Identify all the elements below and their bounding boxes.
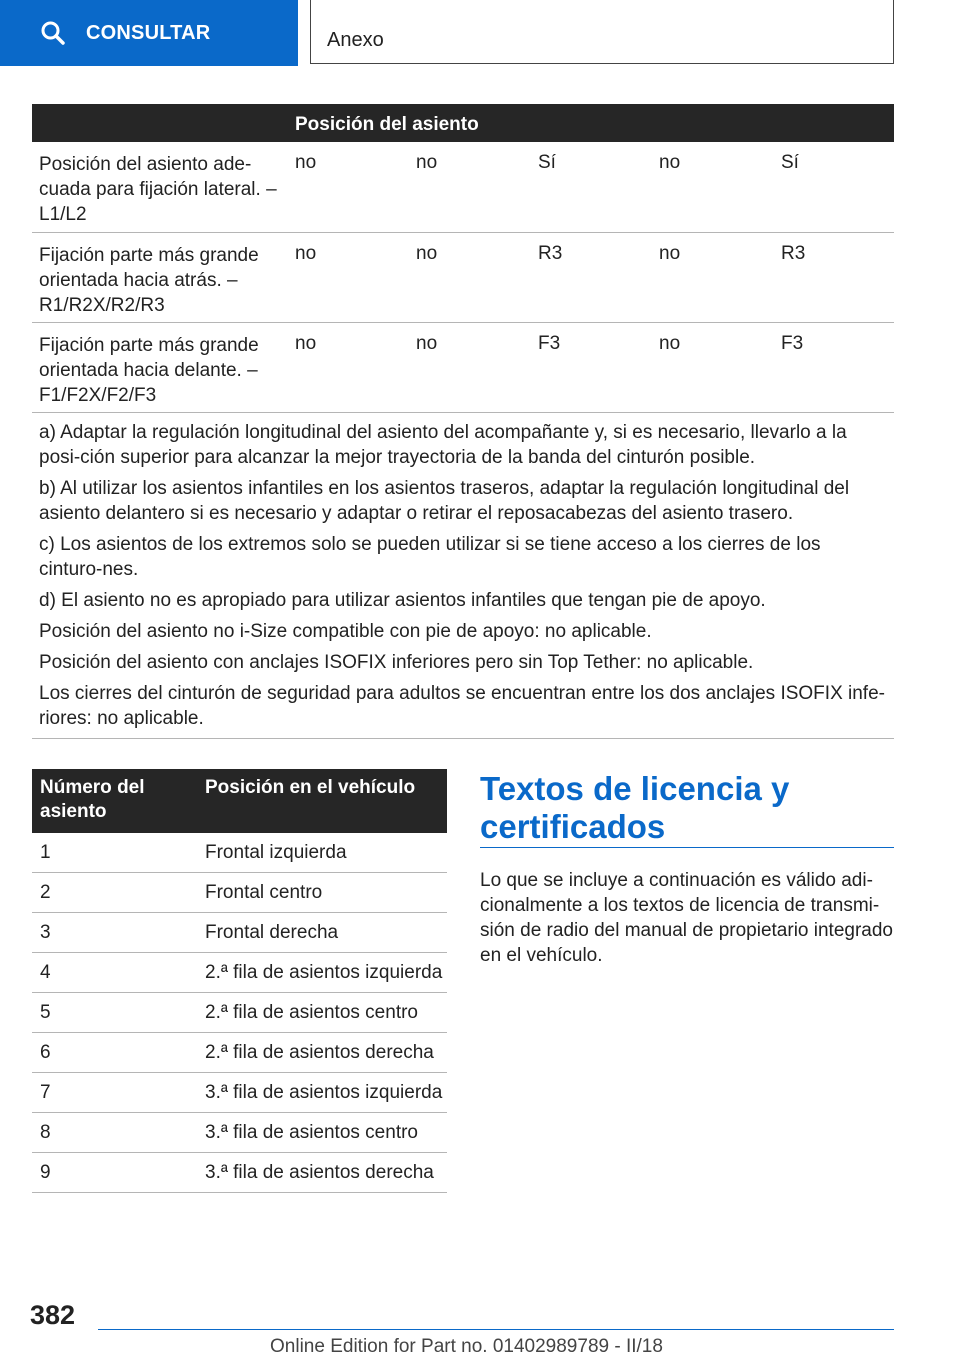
row-label	[39, 243, 284, 318]
seat-position-table-header	[32, 104, 894, 142]
table-row	[32, 1113, 447, 1153]
table-cell: Sí	[538, 152, 556, 173]
table-cell: no	[416, 243, 438, 264]
table-cell: F3	[781, 333, 804, 354]
table-row	[32, 913, 447, 953]
seat-number: 2	[40, 882, 51, 903]
search-icon	[40, 20, 66, 46]
table-cell: no	[416, 152, 438, 173]
table-notes	[32, 412, 894, 739]
seat-number-table-header	[32, 769, 447, 833]
seat-number: 1	[40, 842, 51, 863]
header-seat-number: Número del asiento	[40, 777, 145, 822]
row-label-line: L1/L2	[39, 204, 87, 225]
consultar-label: CONSULTAR	[86, 21, 211, 44]
row-label-line: Fijación parte más grande	[39, 335, 259, 356]
page-number: 382	[30, 1300, 76, 1330]
seat-number-table	[32, 769, 447, 1193]
seat-position: 2.ª fila de asientos centro	[205, 1002, 418, 1023]
seat-position: 2.ª fila de asientos derecha	[205, 1042, 434, 1063]
seat-number: 7	[40, 1082, 51, 1103]
section-title: Anexo	[327, 29, 384, 51]
row-label	[39, 152, 284, 227]
row-label	[39, 333, 284, 408]
table-row	[32, 1033, 447, 1073]
table-cell: F3	[538, 333, 561, 354]
seat-position: Frontal centro	[205, 882, 323, 903]
seat-number: 4	[40, 962, 51, 983]
table-cell: no	[295, 243, 317, 264]
table-cell: R3	[538, 243, 563, 264]
table-row	[32, 953, 447, 993]
row-label-line: orientada hacia atrás. –	[39, 270, 238, 291]
seat-position-header-label: Posición del asiento	[295, 114, 479, 135]
row-label-line: Fijación parte más grande	[39, 245, 259, 266]
top-bar	[0, 0, 960, 66]
table-cell: no	[295, 152, 317, 173]
table-row	[32, 833, 447, 873]
table-row	[32, 142, 894, 233]
seat-position-table	[32, 104, 894, 413]
table-cell: no	[659, 243, 681, 264]
note-d: d) El asiento no es apropiado para utilizar asientos infantiles que tengan pie de apoyo.	[39, 590, 766, 611]
row-label-line: F1/F2X/F2/F3	[39, 385, 157, 406]
seat-position: 3.ª fila de asientos derecha	[205, 1162, 434, 1183]
title-divider	[480, 847, 894, 848]
seat-number: 6	[40, 1042, 51, 1063]
row-label-line: R1/R2X/R2/R3	[39, 295, 165, 316]
note-a: a) Adaptar la regulación longitudinal del asiento del acompañante y, si es necesario, llevarlo a la posi-ción superior para alcanzar la mejor trayectoria de la banda del cinturón posible.	[39, 422, 847, 468]
table-row	[32, 1153, 447, 1193]
seat-number: 3	[40, 922, 51, 943]
table-cell: no	[416, 333, 438, 354]
note-isofix: Posición del asiento con anclajes ISOFIX inferiores pero sin Top Tether: no aplicable.	[39, 652, 754, 673]
seat-position: 3.ª fila de asientos centro	[205, 1122, 418, 1143]
table-cell: no	[295, 333, 317, 354]
table-row	[32, 323, 894, 413]
license-text: Lo que se incluye a continuación es válido adi-cionalmente a los textos de licencia de transmi-sión de radio del manual de propietario integrado en el vehículo.	[480, 870, 893, 966]
section-tab[interactable]	[310, 0, 894, 64]
seat-position: 2.ª fila de asientos izquierda	[205, 962, 443, 983]
footer-divider	[98, 1329, 894, 1330]
table-cell: Sí	[781, 152, 799, 173]
table-cell: no	[659, 152, 681, 173]
row-label-line: cuada para fijación lateral. –	[39, 179, 277, 200]
footer-edition: Online Edition for Part no. 01402989789 - II/18	[270, 1336, 663, 1357]
table-row	[32, 1073, 447, 1113]
table-row	[32, 993, 447, 1033]
note-c: c) Los asientos de los extremos solo se pueden utilizar si se tiene acceso a los cierres de los cinturo-nes.	[39, 534, 821, 580]
table-cell: R3	[781, 243, 806, 264]
note-belt: Los cierres del cinturón de seguridad para adultos se encuentran entre los dos anclajes ISOFIX infe-riores: no aplicable.	[39, 683, 885, 729]
note-b: b) Al utilizar los asientos infantiles en los asientos traseros, adaptar la regulación longitudinal del asiento delantero si es necesario y adaptar o retirar el reposacabezas del asiento trasero.	[39, 478, 850, 524]
note-isize: Posición del asiento no i-Size compatible con pie de apoyo: no aplicable.	[39, 621, 652, 642]
seat-position: Frontal derecha	[205, 922, 339, 943]
seat-number: 5	[40, 1002, 51, 1023]
header-vehicle-position: Posición en el vehículo	[205, 777, 416, 798]
row-label-line: orientada hacia delante. –	[39, 360, 258, 381]
table-row	[32, 233, 894, 323]
row-label-line: Posición del asiento ade-	[39, 154, 252, 175]
seat-position: Frontal izquierda	[205, 842, 347, 863]
table-row	[32, 873, 447, 913]
license-title: Textos de licencia y certificados	[480, 770, 790, 845]
table-cell: no	[659, 333, 681, 354]
seat-number: 9	[40, 1162, 51, 1183]
seat-number: 8	[40, 1122, 51, 1143]
consultar-button[interactable]	[0, 0, 298, 66]
seat-position: 3.ª fila de asientos izquierda	[205, 1082, 443, 1103]
